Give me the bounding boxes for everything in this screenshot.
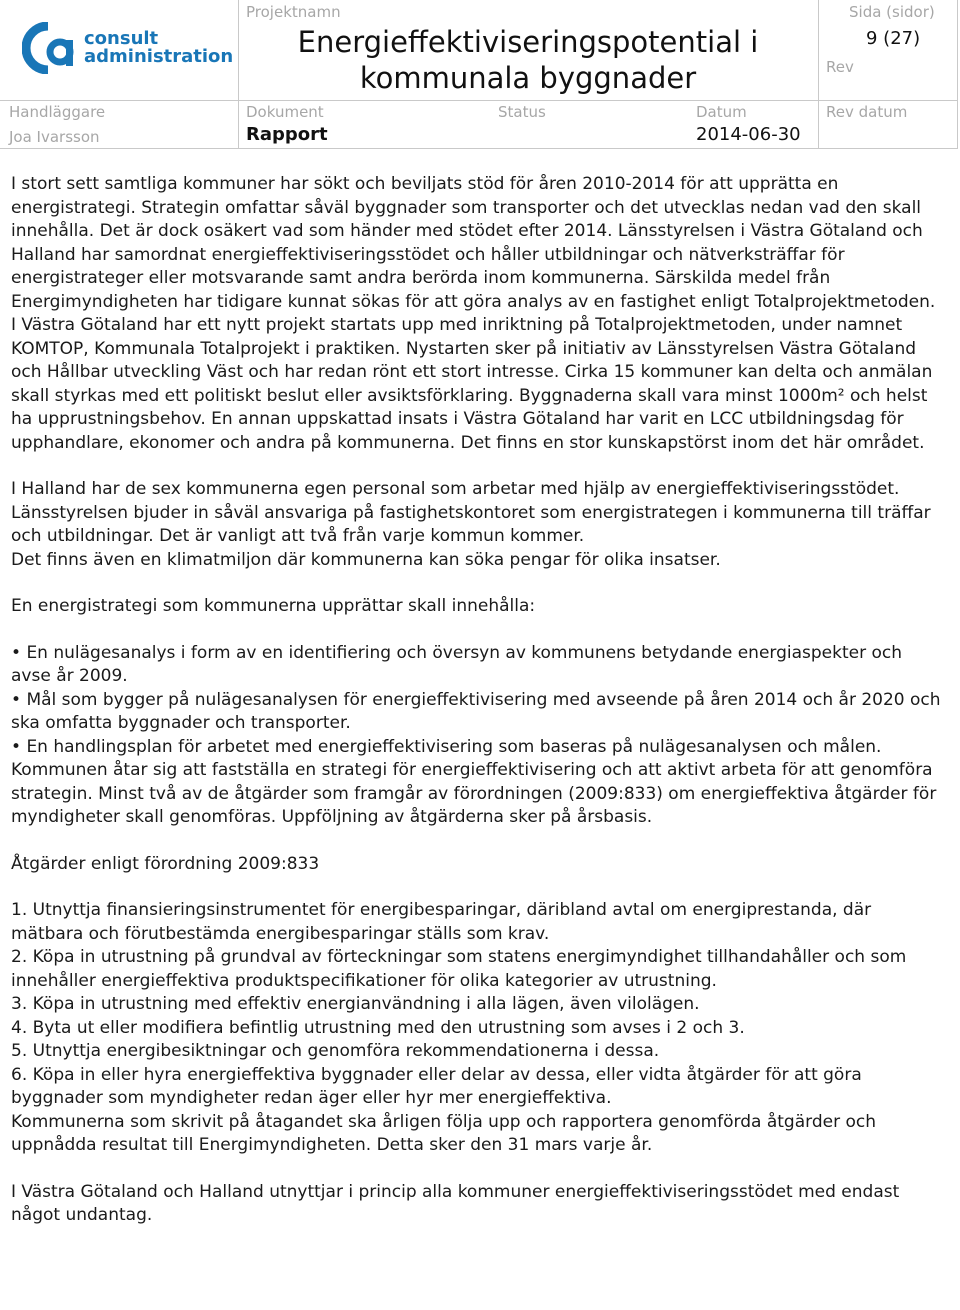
page-number: 9 (27): [866, 28, 921, 49]
logo-text-consult: consult: [84, 28, 159, 49]
project-title: Energieffektiviseringspotential i kommunala byggnader: [297, 25, 759, 95]
paragraph: Kommunerna som skrivit på åtagandet ska årligen följa upp och rapportera genomförda åtgärder och uppnådda resultat till Energimyndigheten. Detta sker den 31 mars varje år.: [11, 1111, 876, 1155]
numbered-item: 3. Köpa in utrustning med effektiv energianvändning i alla lägen, även vilolägen.: [11, 994, 700, 1014]
numbered-item: 6. Köpa in eller hyra energieffektiva byggnader eller delar av dessa, eller vidta åtgärder för att göra byggnader som myndigheter redan äger eller hyr mer energieffektiva.: [11, 1064, 862, 1108]
rev-date-caption: Rev datum: [826, 103, 908, 121]
numbered-item: 4. Byta ut eller modifiera befintlig utrustning med den utrustning som avses i 2 och 3.: [11, 1017, 745, 1038]
paragraph: En energistrategi som kommunerna upprättar skall innehålla:: [11, 596, 536, 616]
header-vertical-rule: [957, 0, 958, 148]
document-value: Rapport: [246, 124, 328, 145]
numbered-item: 5. Utnyttja energibesiktningar och genomföra rekommendationerna i dessa.: [11, 1041, 660, 1061]
status-caption: Status: [498, 103, 546, 121]
header-horizontal-rule: [0, 100, 958, 101]
section-heading: Åtgärder enligt förordning 2009:833: [11, 853, 320, 874]
bullet-item: • Mål som bygger på nulägesanalysen för energieffektivisering med avseende på åren 2014 och år 2020 och ska omfatta byggnader och transporter.: [11, 689, 941, 736]
header-horizontal-rule: [0, 148, 958, 149]
logo-mark-icon: [22, 22, 82, 74]
paragraph: Det finns även en klimatmiljon där kommunerna kan söka pengar för olika insatser.: [11, 549, 721, 570]
bullet-item: • En nulägesanalys i form av en identifiering och översyn av kommunens betydande energiaspekter och avse år 2009.: [11, 642, 941, 689]
paragraph: Kommunen åtar sig att fastställa en strategi för energieffektivisering och att aktivt arbeta för att genomföra strategin. Minst två av de åtgärder som framgår av förordningen (2009:833) om energieffektiva åtgärder för myndigheter skall genomföras. Uppföljning av åtgärderna sker på årsbasis.: [11, 760, 937, 827]
project-caption: Projektnamn: [246, 3, 341, 21]
bullet-item: • En handlingsplan för arbetet med energieffektivisering som baseras på nulägesanalysen och målen.: [11, 736, 941, 760]
paragraph: I Halland har de sex kommunerna egen personal som arbetar med hjälp av energieffektiviseringsstödet. Länsstyrelsen bjuder in såväl ansvariga på fastighetskontoret som energistrategen i kommunerna till träffar och utbildningar. Det är vanligt att två från varje kommun kommer.: [11, 479, 931, 546]
logo-text-administration: administration: [84, 46, 234, 67]
numbered-item: 1. Utnyttja finansieringsinstrumentet för energibesparingar, däribland avtal om energiprestanda, där mätbara och förutbestämda energibesparingar ställs som krav.: [11, 900, 872, 944]
document-body: [11, 173, 941, 1228]
handler-caption: Handläggare: [9, 103, 106, 121]
page-caption: Sida (sidor): [849, 3, 935, 21]
header-vertical-rule: [818, 0, 819, 148]
paragraph: I stort sett samtliga kommuner har sökt och beviljats stöd för åren 2010-2014 för att upprätta en energistrategi. Strategin omfattar såväl byggnader som transporter och det utvecklas nedan vad den skall innehålla. Det är dock osäkert vad som händer med stödet efter 2014. Länsstyrelsen i Västra Götaland och Halland har samordnat energieffektiviseringsstödet och håller utbildningar och nätverksträffar för energistrateger eller motsvarande samt andra berörda inom kommunerna. Särskilda medel från Energimyndigheten har tidigare kunnat sökas för att göra analys av en fastighet enligt Totalprojektmetoden. I Västra Götaland har ett nytt projekt startats upp med inriktning på Totalprojektmetoden, under namnet KOMTOP, Kommunala Totalprojekt i praktiken. Nystarten sker på initiativ av Länsstyrelsen Västra Götaland och Hållbar utveckling Väst och har redan rönt ett stort intresse. Cirka 15 kommuner kan delta och anmälan skall styrkas med ett politiskt beslut eller avsiktsförklaring. Byggnaderna skall vara minst 1000m² och helst ha upprustningsbehov. En annan uppskattad insats i Västra Götaland har varit en LCC utbildningsdag för upphandlare, ekonomer och andra på kommunerna. Det finns en stor kunskapstörst inom det här området.: [11, 174, 936, 453]
handler-value: Joa Ivarsson: [9, 128, 100, 146]
paragraph: I Västra Götaland och Halland utnyttjar i princip alla kommuner energieffektiviseringsstödet med endast något undantag.: [11, 1181, 900, 1225]
numbered-item: 2. Köpa in utrustning på grundval av förteckningar som statens energimyndighet tillhandahåller och som innehåller energieffektiva produktspecifikationer för olika kategorier av utrustning.: [11, 947, 907, 991]
header-vertical-rule: [238, 0, 239, 148]
rev-caption: Rev: [826, 58, 854, 76]
date-value: 2014-06-30: [696, 124, 801, 145]
document-caption: Dokument: [246, 103, 324, 121]
date-caption: Datum: [696, 103, 747, 121]
company-logo: [22, 22, 234, 74]
document-header: [0, 0, 960, 150]
